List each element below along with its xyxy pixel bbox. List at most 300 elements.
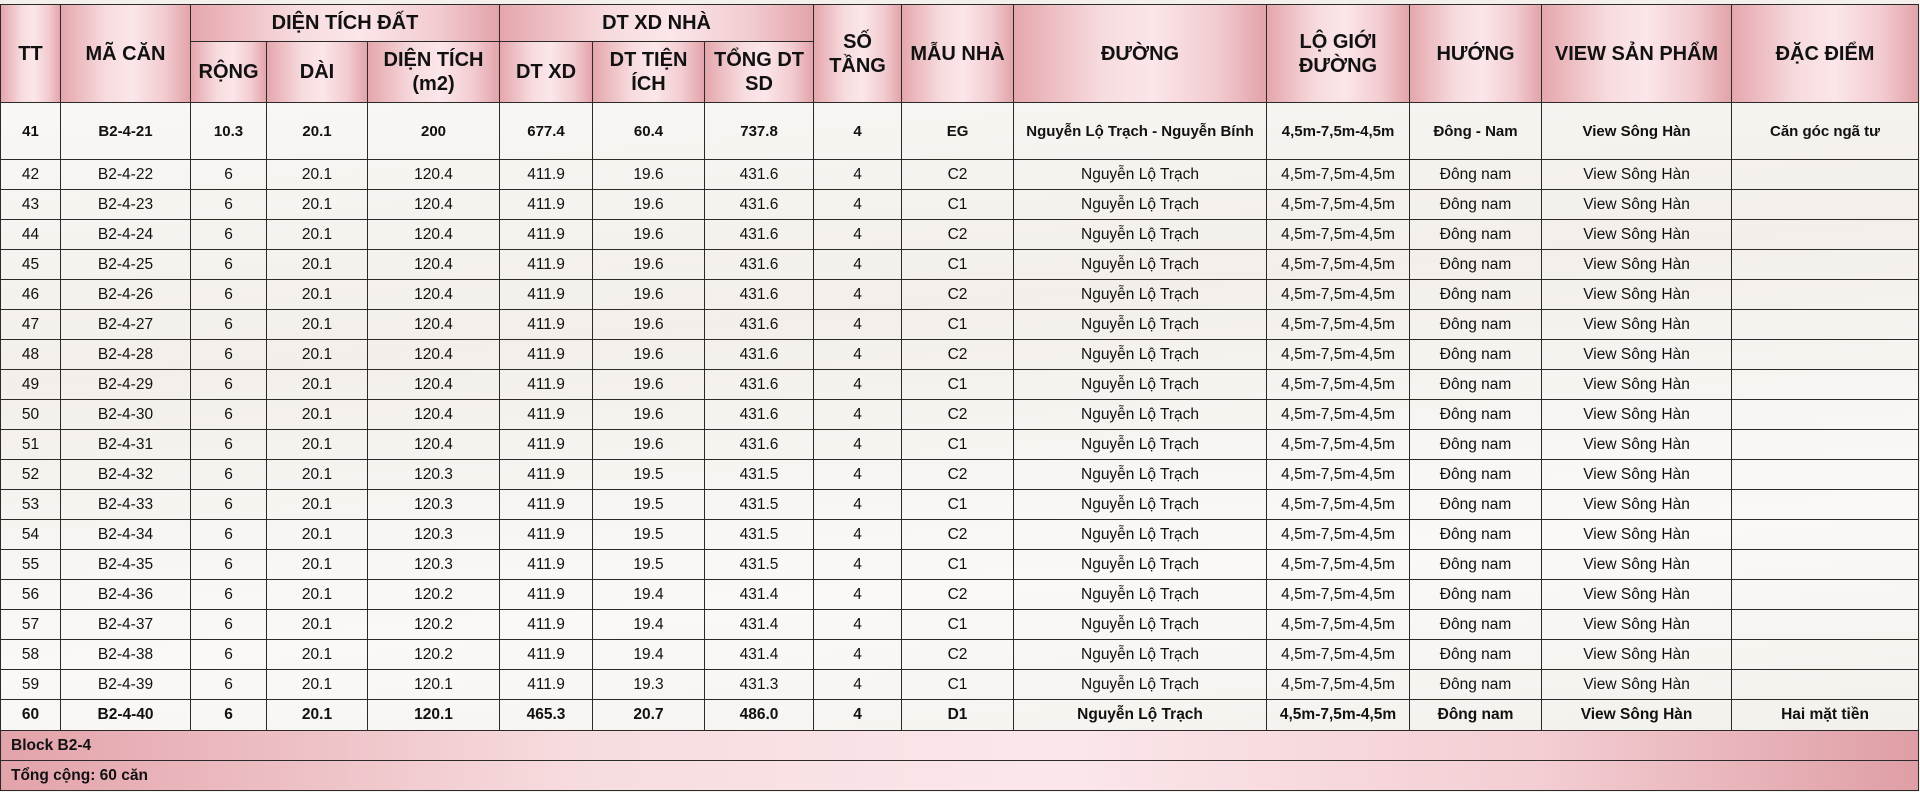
cell-tong-dt-sd: 431.6 xyxy=(705,160,814,190)
cell-huong: Đông nam xyxy=(1410,400,1542,430)
cell-tt: 55 xyxy=(1,550,61,580)
cell-tt: 56 xyxy=(1,580,61,610)
cell-view: View Sông Hàn xyxy=(1542,460,1732,490)
cell-dt-tien-ich: 60.4 xyxy=(593,103,705,160)
cell-dai: 20.1 xyxy=(267,520,368,550)
cell-so-tang: 4 xyxy=(814,103,902,160)
cell-so-tang: 4 xyxy=(814,490,902,520)
cell-dt-xd: 411.9 xyxy=(500,610,593,640)
cell-duong: Nguyễn Lộ Trạch xyxy=(1014,490,1267,520)
cell-dt-tien-ich: 19.5 xyxy=(593,490,705,520)
cell-ma-can: B2-4-27 xyxy=(61,310,191,340)
cell-lo-gioi: 4,5m-7,5m-4,5m xyxy=(1267,460,1410,490)
table-row xyxy=(1,250,1919,280)
cell-view: View Sông Hàn xyxy=(1542,250,1732,280)
table-header xyxy=(1,5,1919,103)
cell-tt: 58 xyxy=(1,640,61,670)
cell-mau-nha: EG xyxy=(902,103,1014,160)
cell-mau-nha: C2 xyxy=(902,340,1014,370)
cell-lo-gioi: 4,5m-7,5m-4,5m xyxy=(1267,220,1410,250)
cell-lo-gioi: 4,5m-7,5m-4,5m xyxy=(1267,250,1410,280)
cell-dac-diem xyxy=(1732,340,1919,370)
cell-lo-gioi: 4,5m-7,5m-4,5m xyxy=(1267,700,1410,731)
cell-dt-xd: 411.9 xyxy=(500,670,593,700)
cell-dt-tien-ich: 19.6 xyxy=(593,220,705,250)
cell-duong: Nguyễn Lộ Trạch xyxy=(1014,460,1267,490)
cell-ma-can: B2-4-39 xyxy=(61,670,191,700)
cell-mau-nha: C2 xyxy=(902,640,1014,670)
cell-dien-tich: 120.4 xyxy=(368,400,500,430)
cell-dien-tich: 120.4 xyxy=(368,190,500,220)
table-row xyxy=(1,103,1919,160)
cell-ma-can: B2-4-32 xyxy=(61,460,191,490)
cell-tt: 47 xyxy=(1,310,61,340)
cell-dien-tich: 120.4 xyxy=(368,340,500,370)
cell-mau-nha: C2 xyxy=(902,220,1014,250)
cell-so-tang: 4 xyxy=(814,580,902,610)
cell-dai: 20.1 xyxy=(267,700,368,731)
cell-ma-can: B2-4-22 xyxy=(61,160,191,190)
table-row xyxy=(1,310,1919,340)
cell-mau-nha: C1 xyxy=(902,310,1014,340)
cell-tt: 52 xyxy=(1,460,61,490)
cell-view: View Sông Hàn xyxy=(1542,430,1732,460)
cell-so-tang: 4 xyxy=(814,280,902,310)
cell-duong: Nguyễn Lộ Trạch xyxy=(1014,370,1267,400)
col-header-dai: DÀI xyxy=(267,42,368,103)
col-header-rong: RỘNG xyxy=(191,42,267,103)
cell-lo-gioi: 4,5m-7,5m-4,5m xyxy=(1267,550,1410,580)
cell-duong: Nguyễn Lộ Trạch xyxy=(1014,220,1267,250)
col-header-tt: TT xyxy=(1,5,61,103)
col-header-dt-tien-ich: DT TIỆN ÍCH xyxy=(593,42,705,103)
cell-so-tang: 4 xyxy=(814,520,902,550)
cell-duong: Nguyễn Lộ Trạch xyxy=(1014,670,1267,700)
cell-dai: 20.1 xyxy=(267,370,368,400)
cell-view: View Sông Hàn xyxy=(1542,640,1732,670)
cell-huong: Đông nam xyxy=(1410,550,1542,580)
cell-so-tang: 4 xyxy=(814,550,902,580)
cell-dt-tien-ich: 19.3 xyxy=(593,670,705,700)
cell-dac-diem xyxy=(1732,250,1919,280)
cell-dt-xd: 411.9 xyxy=(500,640,593,670)
cell-tong-dt-sd: 431.6 xyxy=(705,280,814,310)
cell-tong-dt-sd: 431.5 xyxy=(705,550,814,580)
cell-dai: 20.1 xyxy=(267,580,368,610)
cell-dien-tich: 120.4 xyxy=(368,220,500,250)
cell-huong: Đông nam xyxy=(1410,190,1542,220)
cell-so-tang: 4 xyxy=(814,370,902,400)
cell-huong: Đông nam xyxy=(1410,460,1542,490)
table-row xyxy=(1,370,1919,400)
cell-lo-gioi: 4,5m-7,5m-4,5m xyxy=(1267,580,1410,610)
cell-tt: 46 xyxy=(1,280,61,310)
cell-mau-nha: C1 xyxy=(902,370,1014,400)
cell-dt-tien-ich: 19.6 xyxy=(593,190,705,220)
cell-dt-xd: 411.9 xyxy=(500,550,593,580)
cell-lo-gioi: 4,5m-7,5m-4,5m xyxy=(1267,430,1410,460)
cell-huong: Đông - Nam xyxy=(1410,103,1542,160)
cell-tt: 44 xyxy=(1,220,61,250)
unit-table xyxy=(0,4,1919,791)
cell-rong: 6 xyxy=(191,580,267,610)
cell-tt: 60 xyxy=(1,700,61,731)
cell-dai: 20.1 xyxy=(267,550,368,580)
cell-tt: 49 xyxy=(1,370,61,400)
cell-ma-can: B2-4-37 xyxy=(61,610,191,640)
cell-dt-xd: 411.9 xyxy=(500,490,593,520)
col-header-tong-dt-sd: TỔNG DT SD xyxy=(705,42,814,103)
cell-ma-can: B2-4-23 xyxy=(61,190,191,220)
cell-ma-can: B2-4-24 xyxy=(61,220,191,250)
table-body xyxy=(1,103,1919,731)
cell-rong: 6 xyxy=(191,370,267,400)
cell-dac-diem xyxy=(1732,310,1919,340)
cell-rong: 6 xyxy=(191,550,267,580)
cell-duong: Nguyễn Lộ Trạch xyxy=(1014,520,1267,550)
cell-dt-xd: 411.9 xyxy=(500,250,593,280)
block-label: Block B2-4 xyxy=(1,731,1919,761)
cell-dt-tien-ich: 19.4 xyxy=(593,640,705,670)
cell-dien-tich: 120.4 xyxy=(368,280,500,310)
cell-mau-nha: C1 xyxy=(902,490,1014,520)
cell-ma-can: B2-4-30 xyxy=(61,400,191,430)
cell-tong-dt-sd: 431.5 xyxy=(705,520,814,550)
cell-tt: 57 xyxy=(1,610,61,640)
cell-tong-dt-sd: 431.4 xyxy=(705,640,814,670)
cell-mau-nha: C2 xyxy=(902,520,1014,550)
cell-dac-diem xyxy=(1732,460,1919,490)
cell-tt: 43 xyxy=(1,190,61,220)
cell-huong: Đông nam xyxy=(1410,580,1542,610)
table-row xyxy=(1,640,1919,670)
cell-tt: 54 xyxy=(1,520,61,550)
cell-so-tang: 4 xyxy=(814,340,902,370)
cell-dac-diem xyxy=(1732,160,1919,190)
table-row xyxy=(1,700,1919,731)
cell-so-tang: 4 xyxy=(814,220,902,250)
cell-rong: 6 xyxy=(191,670,267,700)
cell-dt-tien-ich: 19.4 xyxy=(593,580,705,610)
cell-duong: Nguyễn Lộ Trạch xyxy=(1014,550,1267,580)
table-row xyxy=(1,580,1919,610)
cell-view: View Sông Hàn xyxy=(1542,490,1732,520)
cell-dt-tien-ich: 19.6 xyxy=(593,430,705,460)
cell-dien-tich: 120.1 xyxy=(368,670,500,700)
cell-dai: 20.1 xyxy=(267,400,368,430)
cell-huong: Đông nam xyxy=(1410,250,1542,280)
cell-rong: 6 xyxy=(191,340,267,370)
cell-dai: 20.1 xyxy=(267,640,368,670)
cell-view: View Sông Hàn xyxy=(1542,400,1732,430)
cell-duong: Nguyễn Lộ Trạch xyxy=(1014,430,1267,460)
cell-dt-tien-ich: 19.5 xyxy=(593,550,705,580)
cell-view: View Sông Hàn xyxy=(1542,310,1732,340)
cell-rong: 6 xyxy=(191,400,267,430)
cell-rong: 6 xyxy=(191,310,267,340)
cell-mau-nha: C1 xyxy=(902,430,1014,460)
col-header-dt-xd: DT XD xyxy=(500,42,593,103)
cell-so-tang: 4 xyxy=(814,250,902,280)
cell-view: View Sông Hàn xyxy=(1542,340,1732,370)
col-header-dien-tich-m2: DIỆN TÍCH (m2) xyxy=(368,42,500,103)
cell-view: View Sông Hàn xyxy=(1542,103,1732,160)
cell-mau-nha: C2 xyxy=(902,400,1014,430)
cell-mau-nha: C1 xyxy=(902,550,1014,580)
cell-duong: Nguyễn Lộ Trạch xyxy=(1014,400,1267,430)
cell-rong: 6 xyxy=(191,520,267,550)
cell-huong: Đông nam xyxy=(1410,430,1542,460)
table-footer xyxy=(1,731,1919,791)
cell-duong: Nguyễn Lộ Trạch xyxy=(1014,340,1267,370)
cell-dt-tien-ich: 19.6 xyxy=(593,160,705,190)
col-header-huong: HƯỚNG xyxy=(1410,5,1542,103)
cell-dt-tien-ich: 19.6 xyxy=(593,400,705,430)
cell-rong: 10.3 xyxy=(191,103,267,160)
cell-dai: 20.1 xyxy=(267,340,368,370)
cell-mau-nha: C1 xyxy=(902,610,1014,640)
cell-duong: Nguyễn Lộ Trạch xyxy=(1014,700,1267,731)
cell-duong: Nguyễn Lộ Trạch - Nguyễn Bính xyxy=(1014,103,1267,160)
cell-dai: 20.1 xyxy=(267,103,368,160)
cell-dai: 20.1 xyxy=(267,610,368,640)
cell-dt-xd: 411.9 xyxy=(500,400,593,430)
cell-ma-can: B2-4-28 xyxy=(61,340,191,370)
cell-lo-gioi: 4,5m-7,5m-4,5m xyxy=(1267,610,1410,640)
cell-so-tang: 4 xyxy=(814,400,902,430)
cell-huong: Đông nam xyxy=(1410,340,1542,370)
cell-dt-tien-ich: 20.7 xyxy=(593,700,705,731)
cell-dac-diem xyxy=(1732,430,1919,460)
cell-tong-dt-sd: 431.6 xyxy=(705,250,814,280)
cell-tong-dt-sd: 431.5 xyxy=(705,490,814,520)
cell-view: View Sông Hàn xyxy=(1542,370,1732,400)
cell-mau-nha: C1 xyxy=(902,190,1014,220)
cell-rong: 6 xyxy=(191,640,267,670)
cell-dien-tich: 120.4 xyxy=(368,160,500,190)
cell-dien-tich: 120.4 xyxy=(368,250,500,280)
cell-rong: 6 xyxy=(191,610,267,640)
cell-huong: Đông nam xyxy=(1410,520,1542,550)
cell-view: View Sông Hàn xyxy=(1542,580,1732,610)
cell-duong: Nguyễn Lộ Trạch xyxy=(1014,280,1267,310)
cell-so-tang: 4 xyxy=(814,610,902,640)
cell-ma-can: B2-4-35 xyxy=(61,550,191,580)
cell-dai: 20.1 xyxy=(267,190,368,220)
cell-ma-can: B2-4-34 xyxy=(61,520,191,550)
cell-ma-can: B2-4-31 xyxy=(61,430,191,460)
cell-dt-tien-ich: 19.4 xyxy=(593,610,705,640)
cell-duong: Nguyễn Lộ Trạch xyxy=(1014,610,1267,640)
cell-dt-xd: 411.9 xyxy=(500,310,593,340)
cell-huong: Đông nam xyxy=(1410,610,1542,640)
cell-dt-xd: 411.9 xyxy=(500,430,593,460)
table-row xyxy=(1,490,1919,520)
table-row xyxy=(1,340,1919,370)
cell-tong-dt-sd: 431.6 xyxy=(705,310,814,340)
cell-dac-diem xyxy=(1732,640,1919,670)
cell-tong-dt-sd: 431.4 xyxy=(705,580,814,610)
cell-dien-tich: 120.2 xyxy=(368,580,500,610)
cell-view: View Sông Hàn xyxy=(1542,160,1732,190)
cell-huong: Đông nam xyxy=(1410,220,1542,250)
cell-dac-diem: Căn góc ngã tư xyxy=(1732,103,1919,160)
cell-ma-can: B2-4-33 xyxy=(61,490,191,520)
cell-view: View Sông Hàn xyxy=(1542,670,1732,700)
cell-duong: Nguyễn Lộ Trạch xyxy=(1014,310,1267,340)
cell-tt: 59 xyxy=(1,670,61,700)
cell-huong: Đông nam xyxy=(1410,280,1542,310)
cell-dt-xd: 677.4 xyxy=(500,103,593,160)
cell-dien-tich: 120.4 xyxy=(368,370,500,400)
cell-so-tang: 4 xyxy=(814,460,902,490)
cell-dac-diem xyxy=(1732,670,1919,700)
cell-so-tang: 4 xyxy=(814,430,902,460)
cell-lo-gioi: 4,5m-7,5m-4,5m xyxy=(1267,520,1410,550)
cell-tt: 48 xyxy=(1,340,61,370)
cell-mau-nha: C2 xyxy=(902,580,1014,610)
cell-ma-can: B2-4-25 xyxy=(61,250,191,280)
cell-dac-diem xyxy=(1732,370,1919,400)
cell-tong-dt-sd: 431.6 xyxy=(705,190,814,220)
cell-so-tang: 4 xyxy=(814,160,902,190)
cell-duong: Nguyễn Lộ Trạch xyxy=(1014,160,1267,190)
cell-dt-xd: 411.9 xyxy=(500,160,593,190)
cell-dac-diem xyxy=(1732,220,1919,250)
cell-tt: 51 xyxy=(1,430,61,460)
cell-mau-nha: C1 xyxy=(902,250,1014,280)
cell-dt-xd: 465.3 xyxy=(500,700,593,731)
group-header-dien-tich-dat: DIỆN TÍCH ĐẤT xyxy=(191,5,500,42)
table-row xyxy=(1,610,1919,640)
cell-duong: Nguyễn Lộ Trạch xyxy=(1014,580,1267,610)
cell-dien-tich: 120.2 xyxy=(368,610,500,640)
cell-huong: Đông nam xyxy=(1410,670,1542,700)
cell-so-tang: 4 xyxy=(814,670,902,700)
col-header-mau-nha: MẪU NHÀ xyxy=(902,5,1014,103)
table-row xyxy=(1,160,1919,190)
cell-view: View Sông Hàn xyxy=(1542,700,1732,731)
cell-rong: 6 xyxy=(191,160,267,190)
cell-dt-xd: 411.9 xyxy=(500,370,593,400)
cell-dt-tien-ich: 19.5 xyxy=(593,460,705,490)
cell-ma-can: B2-4-21 xyxy=(61,103,191,160)
cell-so-tang: 4 xyxy=(814,310,902,340)
cell-tong-dt-sd: 431.6 xyxy=(705,430,814,460)
cell-tong-dt-sd: 431.3 xyxy=(705,670,814,700)
col-header-ma-can: MÃ CĂN xyxy=(61,5,191,103)
table-row xyxy=(1,520,1919,550)
table-row xyxy=(1,430,1919,460)
cell-dac-diem: Hai mặt tiền xyxy=(1732,700,1919,731)
cell-dai: 20.1 xyxy=(267,460,368,490)
cell-dien-tich: 120.3 xyxy=(368,460,500,490)
cell-mau-nha: D1 xyxy=(902,700,1014,731)
cell-tt: 53 xyxy=(1,490,61,520)
cell-dac-diem xyxy=(1732,550,1919,580)
cell-dai: 20.1 xyxy=(267,670,368,700)
cell-rong: 6 xyxy=(191,220,267,250)
cell-dien-tich: 120.4 xyxy=(368,430,500,460)
cell-dai: 20.1 xyxy=(267,250,368,280)
table-row xyxy=(1,220,1919,250)
cell-dai: 20.1 xyxy=(267,430,368,460)
cell-view: View Sông Hàn xyxy=(1542,220,1732,250)
cell-rong: 6 xyxy=(191,280,267,310)
cell-dien-tich: 120.3 xyxy=(368,520,500,550)
price-table-sheet xyxy=(0,4,1918,791)
cell-dt-xd: 411.9 xyxy=(500,220,593,250)
cell-dai: 20.1 xyxy=(267,310,368,340)
col-header-so-tang: SỐ TẦNG xyxy=(814,5,902,103)
cell-duong: Nguyễn Lộ Trạch xyxy=(1014,250,1267,280)
cell-dt-tien-ich: 19.6 xyxy=(593,280,705,310)
cell-dai: 20.1 xyxy=(267,160,368,190)
table-row xyxy=(1,400,1919,430)
cell-view: View Sông Hàn xyxy=(1542,550,1732,580)
cell-mau-nha: C1 xyxy=(902,670,1014,700)
cell-dac-diem xyxy=(1732,190,1919,220)
cell-dt-tien-ich: 19.6 xyxy=(593,370,705,400)
cell-tt: 50 xyxy=(1,400,61,430)
cell-view: View Sông Hàn xyxy=(1542,610,1732,640)
cell-dt-xd: 411.9 xyxy=(500,520,593,550)
table-row xyxy=(1,280,1919,310)
cell-lo-gioi: 4,5m-7,5m-4,5m xyxy=(1267,190,1410,220)
cell-rong: 6 xyxy=(191,700,267,731)
cell-so-tang: 4 xyxy=(814,700,902,731)
cell-tong-dt-sd: 431.4 xyxy=(705,610,814,640)
col-header-duong: ĐƯỜNG xyxy=(1014,5,1267,103)
cell-dac-diem xyxy=(1732,280,1919,310)
cell-lo-gioi: 4,5m-7,5m-4,5m xyxy=(1267,370,1410,400)
cell-ma-can: B2-4-38 xyxy=(61,640,191,670)
cell-tong-dt-sd: 431.5 xyxy=(705,460,814,490)
cell-dt-tien-ich: 19.6 xyxy=(593,340,705,370)
cell-lo-gioi: 4,5m-7,5m-4,5m xyxy=(1267,490,1410,520)
cell-dac-diem xyxy=(1732,580,1919,610)
cell-huong: Đông nam xyxy=(1410,310,1542,340)
cell-mau-nha: C2 xyxy=(902,460,1014,490)
cell-dien-tich: 120.2 xyxy=(368,640,500,670)
col-header-lo-gioi-duong: LỘ GIỚI ĐƯỜNG xyxy=(1267,5,1410,103)
cell-view: View Sông Hàn xyxy=(1542,520,1732,550)
cell-lo-gioi: 4,5m-7,5m-4,5m xyxy=(1267,280,1410,310)
cell-duong: Nguyễn Lộ Trạch xyxy=(1014,640,1267,670)
col-header-view-san-pham: VIEW SẢN PHẨM xyxy=(1542,5,1732,103)
cell-rong: 6 xyxy=(191,190,267,220)
cell-rong: 6 xyxy=(191,460,267,490)
cell-dien-tich: 200 xyxy=(368,103,500,160)
cell-tong-dt-sd: 431.6 xyxy=(705,370,814,400)
cell-tt: 41 xyxy=(1,103,61,160)
cell-rong: 6 xyxy=(191,250,267,280)
table-row xyxy=(1,460,1919,490)
cell-mau-nha: C2 xyxy=(902,280,1014,310)
cell-mau-nha: C2 xyxy=(902,160,1014,190)
cell-dien-tich: 120.1 xyxy=(368,700,500,731)
cell-view: View Sông Hàn xyxy=(1542,280,1732,310)
cell-tong-dt-sd: 486.0 xyxy=(705,700,814,731)
cell-rong: 6 xyxy=(191,490,267,520)
cell-dai: 20.1 xyxy=(267,220,368,250)
cell-ma-can: B2-4-29 xyxy=(61,370,191,400)
total-count: Tổng cộng: 60 căn xyxy=(1,761,1919,791)
cell-dac-diem xyxy=(1732,490,1919,520)
cell-lo-gioi: 4,5m-7,5m-4,5m xyxy=(1267,670,1410,700)
cell-lo-gioi: 4,5m-7,5m-4,5m xyxy=(1267,310,1410,340)
cell-huong: Đông nam xyxy=(1410,640,1542,670)
